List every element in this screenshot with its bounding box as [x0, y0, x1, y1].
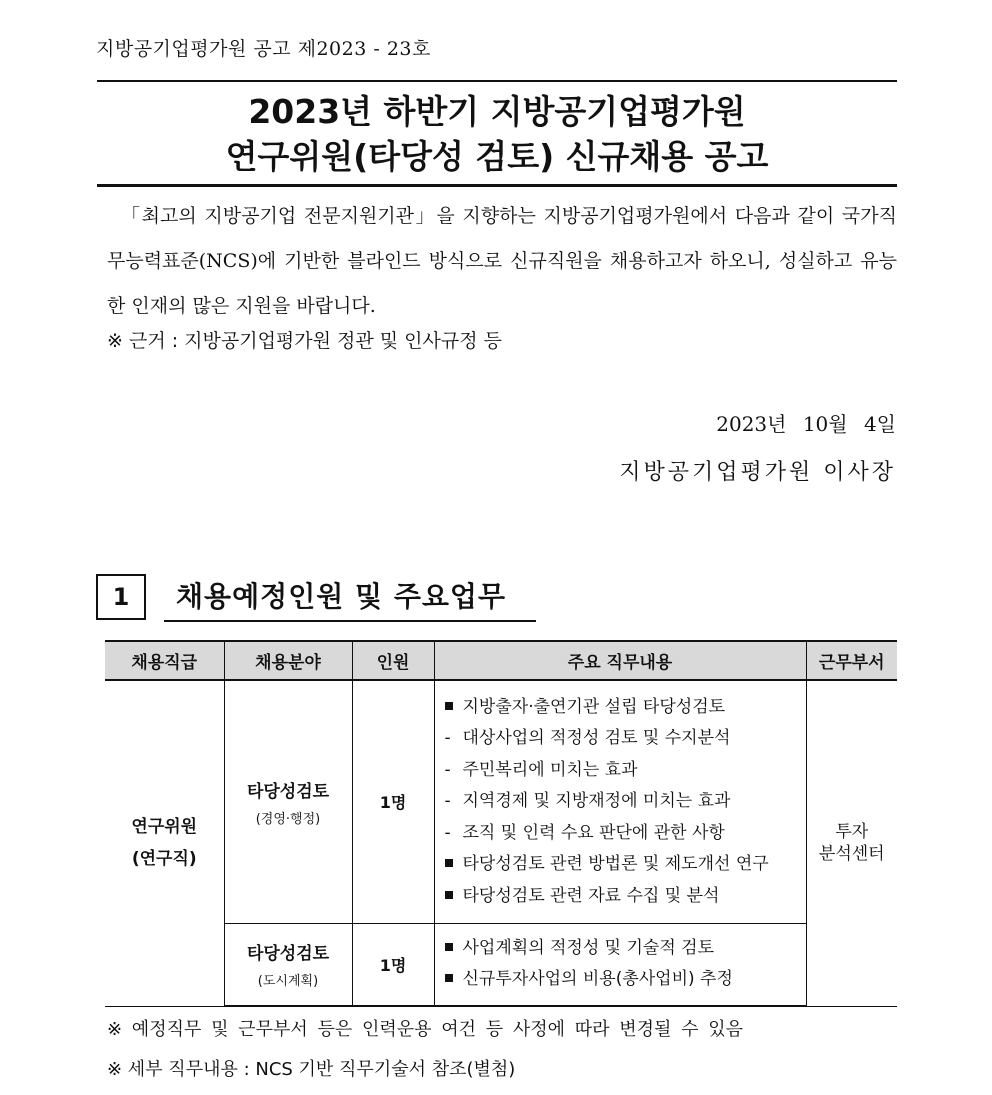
list-item	[443, 964, 806, 996]
duties-cell	[434, 680, 806, 923]
square-bullet-icon	[445, 974, 453, 982]
notice-date: 2023년 10월 4일	[716, 412, 896, 436]
duties-list	[435, 686, 806, 919]
page-title-line2: 연구위원(타당성 검토) 신규채용 공고	[225, 137, 769, 176]
field-name: 타당성검토	[246, 781, 330, 802]
header-divider	[97, 80, 897, 82]
duties-cell	[434, 923, 806, 1006]
list-item	[443, 723, 806, 755]
table-row	[105, 923, 897, 1006]
department-line2: 분석센터	[818, 844, 885, 865]
notice-signer: 지방공기업평가원 이사장	[619, 460, 896, 485]
title-divider	[97, 184, 897, 187]
square-bullet-icon	[445, 859, 453, 867]
section-title-underline	[164, 620, 536, 622]
count-cell: 1명	[352, 923, 434, 1006]
square-bullet-icon	[445, 702, 453, 710]
square-bullet-icon	[445, 943, 453, 951]
field-subname: (도시계획)	[257, 974, 319, 990]
header-department: 근무부서	[806, 641, 897, 680]
page-title-line1: 2023년 하반기 지방공기업평가원	[248, 92, 746, 131]
duty-text: 타당성검토 관련 자료 수집 및 분석	[462, 885, 720, 906]
header-duties: 주요 직무내용	[434, 641, 806, 680]
duty-text: 대상사업의 적정성 검토 및 수지분석	[462, 728, 731, 748]
dash-icon: -	[444, 759, 451, 780]
section-title: 채용예정인원 및 주요업무	[176, 580, 507, 613]
duty-text: 지방출자·출연기관 설립 타당성검토	[462, 696, 726, 717]
duty-text: 사업계획의 적정성 및 기술적 검토	[462, 937, 715, 958]
field-cell	[224, 923, 352, 1006]
duty-text: 주민복리에 미치는 효과	[462, 759, 638, 780]
list-item	[443, 849, 806, 881]
basis-note: ※ 근거 : 지방공기업평가원 정관 및 인사규정 등	[107, 330, 502, 352]
duties-list	[435, 927, 806, 1002]
dash-icon: -	[444, 791, 451, 811]
duty-text: 지역경제 및 지방재정에 미치는 효과	[462, 791, 731, 811]
duty-text: 타당성검토 관련 방법론 및 제도개선 연구	[462, 854, 769, 874]
list-item	[443, 692, 806, 724]
department-line1: 투자	[835, 822, 869, 843]
duty-text: 신규투자사업의 비용(총사업비) 추정	[462, 969, 733, 990]
duty-text: 조직 및 인력 수요 판단에 관한 사항	[462, 822, 725, 843]
section-number-box: 1	[96, 574, 146, 620]
list-item	[443, 881, 806, 913]
dash-icon: -	[444, 822, 451, 843]
field-cell	[224, 680, 352, 923]
notice-number: 지방공기업평가원 공고 제2023 - 23호	[96, 38, 431, 60]
header-field: 채용분야	[224, 641, 352, 680]
header-count: 인원	[352, 641, 434, 680]
grade-cell	[105, 680, 224, 1006]
table-header-row	[105, 641, 897, 680]
table-row	[105, 680, 897, 923]
grade-line1: 연구위원	[131, 817, 198, 838]
header-grade: 채용직급	[105, 641, 224, 680]
list-item	[443, 755, 806, 787]
square-bullet-icon	[445, 891, 453, 899]
footnote-job-description: ※ 세부 직무내용 : NCS 기반 직무기술서 참조(별첨)	[107, 1059, 516, 1080]
field-name: 타당성검토	[246, 944, 330, 965]
list-item	[443, 933, 806, 965]
grade-line2: (연구직)	[131, 849, 197, 870]
department-cell	[806, 680, 897, 1006]
count-cell: 1명	[352, 680, 434, 923]
recruitment-table	[105, 640, 897, 1007]
list-item	[443, 786, 806, 818]
dash-icon: -	[444, 728, 451, 748]
list-item	[443, 818, 806, 850]
footnote-change-notice: ※ 예정직무 및 근무부서 등은 인력운용 여건 등 사정에 따라 변경될 수 있음	[107, 1019, 743, 1040]
intro-paragraph-block	[107, 194, 897, 329]
intro-paragraph: 「최고의 지방공기업 전문지원기관」을 지향하는 지방공기업평가원에서 다음과 같이 국가직무능력표준(NCS)에 기반한 블라인드 방식으로 신규직원을 채용하고자 하오니, 성실하고 유능한 인재의 많은 지원을 바랍니다.	[107, 205, 897, 317]
field-subname: (경영·행정)	[255, 811, 321, 827]
